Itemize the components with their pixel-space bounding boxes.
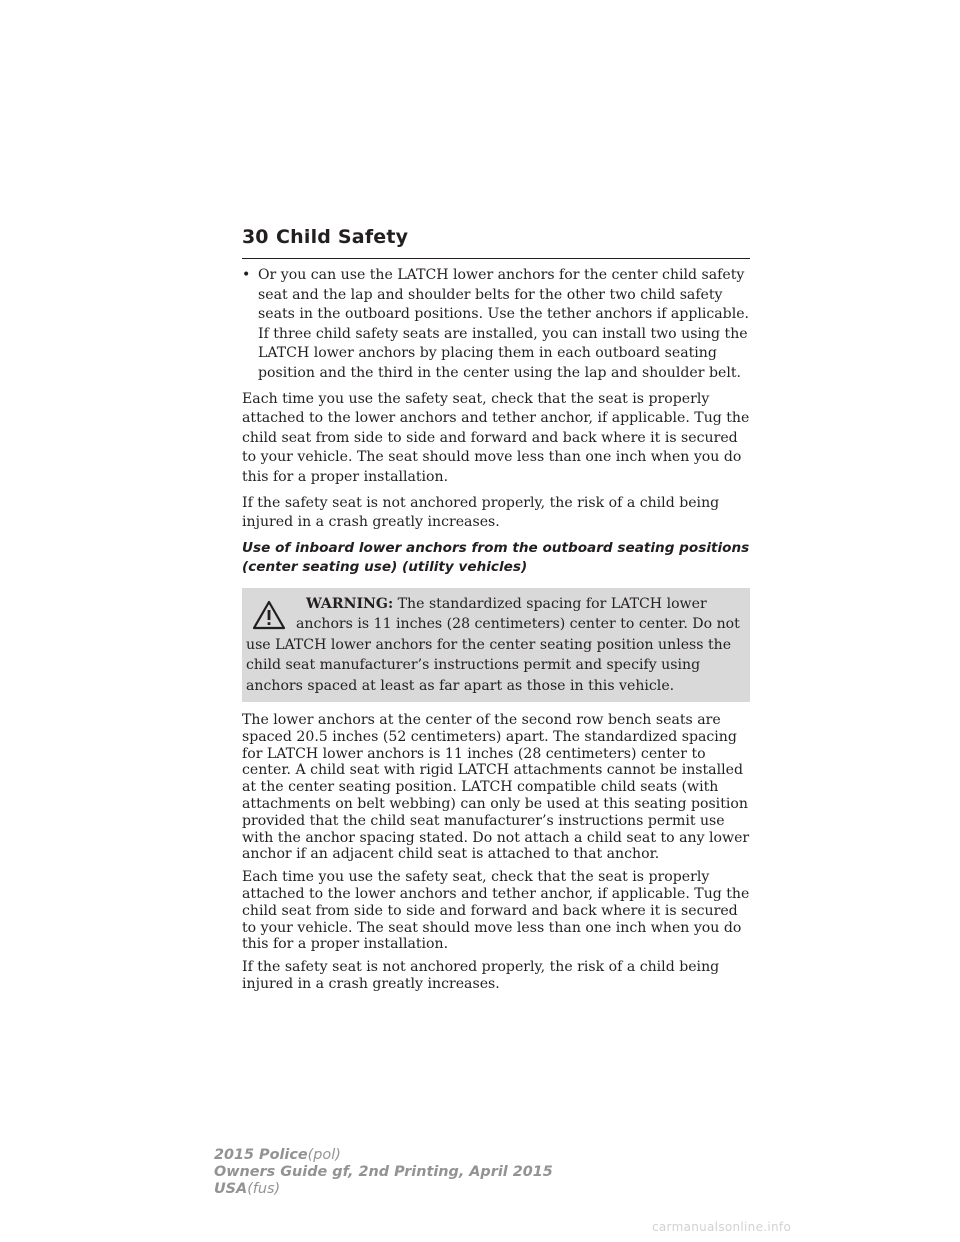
section-title: Child Safety — [276, 226, 409, 248]
paragraph-risk-warning: If the safety seat is not anchored properly, the risk of a child being injured in a crash greatly increases. — [242, 494, 720, 531]
page-header — [242, 226, 750, 260]
footer-model-code: (pol) — [307, 1147, 341, 1163]
bullet-text: Or you can use the LATCH lower anchors for the center child safety seat and the lap and shoulder belts for the other two child safety seats in the outboard positions. Use the tether anchors if applicable. If three child safety seats are installed, you can install two using the LATCH lower anchors by placing them in each outboard seating position and the third in the center using the lap and shoulder belt. — [258, 267, 750, 381]
footer-line-model — [214, 1147, 553, 1164]
watermark: carmanualsonline.info — [652, 1220, 792, 1234]
warning-text: The standardized spacing for LATCH lower anchors is 11 inches (28 centimeters) center to center. Do not use LATCH lower anchors for the center seating position unless the child seat manufacturer’s instructions permit and specify using anchors spaced at least as far apart as those in this vehicle. — [246, 595, 740, 694]
footer-line-printing: Owners Guide gf, 2nd Printing, April 2015 — [214, 1164, 553, 1180]
paragraph-check-installation-2: Each time you use the safety seat, check that the seat is properly attached to the lower anchors and tether anchor, if applicable. Tug the child seat from side to side and forward and back where it is secured to your vehicle. The seat should move less than one inch when you do this for a proper installation. — [242, 869, 750, 953]
paragraph-risk-warning-2: If the safety seat is not anchored properly, the risk of a child being injured in a crash greatly increases. — [242, 959, 720, 992]
footer-model: 2015 Police — [214, 1147, 308, 1163]
bullet-item — [242, 266, 750, 384]
footer-market: USA — [214, 1181, 248, 1197]
paragraph-anchor-spacing: The lower anchors at the center of the second row bench seats are spaced 20.5 inches (52 centimeters) apart. The standardized spacing for LATCH lower anchors is 11 inches (28 centimeters) center to center. A child seat with rigid LATCH attachments cannot be installed at the center seating position. LATCH compatible child seats (with attachments on belt webbing) can only be used at this seating position provided that the child seat manufacturer’s instructions permit use with the anchor spacing stated. Do not attach a child seat to any lower anchor if an adjacent child seat is attached to that anchor. — [242, 711, 750, 863]
bullet-mark: • — [242, 267, 251, 283]
warning-box — [242, 588, 750, 702]
page-footer — [214, 1147, 553, 1198]
header-divider — [242, 258, 750, 259]
subheading-inboard-anchors: Use of inboard lower anchors from the outboard seating positions (center seating use) (utility vehicles) — [242, 539, 750, 576]
page-number: 30 — [242, 226, 269, 248]
footer-market-code: (fus) — [247, 1181, 281, 1197]
paragraph-check-installation: Each time you use the safety seat, check that the seat is properly attached to the lower anchors and tether anchor, if applicable. Tug the child seat from side to side and forward and back where it is secured to your vehicle. The seat should move less than one inch when you do this for a proper installation. — [242, 390, 750, 485]
footer-line-market — [214, 1181, 553, 1198]
page-content — [242, 266, 750, 999]
warning-label: WARNING: — [306, 595, 394, 612]
warning-triangle-icon — [252, 600, 286, 630]
